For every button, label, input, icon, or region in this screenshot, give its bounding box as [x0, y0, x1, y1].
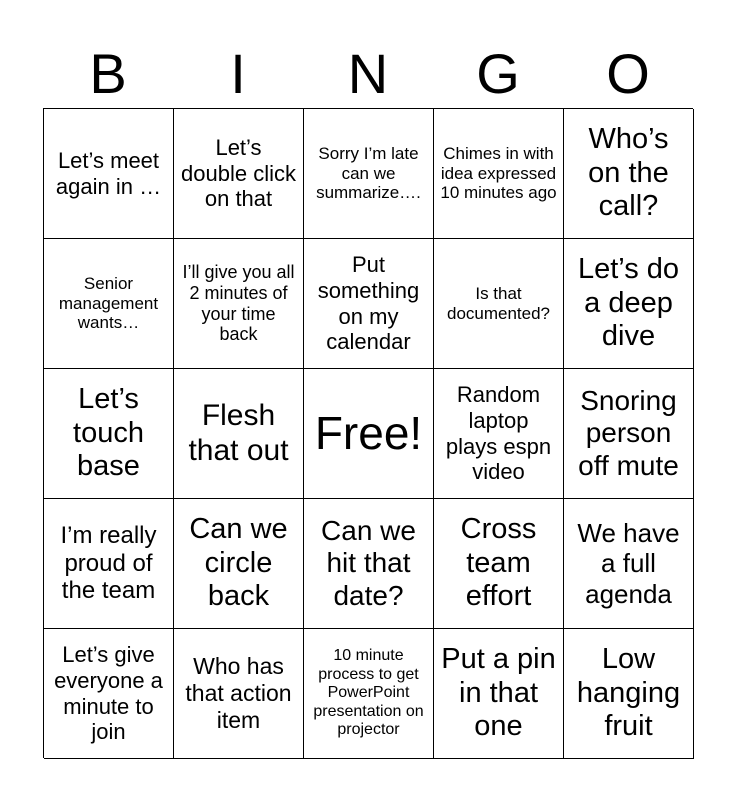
cell-text: I’m really proud of the team — [60, 521, 157, 605]
bingo-cell[interactable] — [44, 369, 174, 499]
cell-text: Let’s meet again in … — [55, 147, 162, 199]
bingo-cell[interactable] — [564, 369, 694, 499]
bingo-cell[interactable] — [304, 109, 434, 239]
bingo-cell[interactable] — [174, 629, 304, 759]
cell-text: Flesh that out — [188, 398, 289, 467]
bingo-cell[interactable] — [44, 629, 174, 759]
bingo-cell[interactable] — [434, 629, 564, 759]
header-letter-o: O — [606, 42, 650, 105]
header-letter-i: I — [230, 42, 246, 105]
bingo-cell[interactable] — [304, 499, 434, 629]
bingo-cell[interactable] — [434, 499, 564, 629]
bingo-free-space[interactable] — [304, 369, 434, 499]
cell-text: Who’s on the call? — [588, 123, 669, 223]
bingo-card-grid — [43, 108, 693, 758]
free-space-text: Free! — [314, 406, 423, 459]
bingo-cell[interactable] — [44, 109, 174, 239]
bingo-cell[interactable] — [434, 369, 564, 499]
cell-text: 10 minute process to get PowerPoint presentation on projector — [313, 647, 424, 739]
bingo-cell[interactable] — [434, 239, 564, 369]
bingo-cell[interactable] — [44, 499, 174, 629]
cell-text: Let’s give everyone a minute to join — [54, 642, 163, 745]
cell-text: Let’s touch base — [73, 383, 144, 483]
bingo-cell[interactable] — [564, 109, 694, 239]
cell-text: Put a pin in that one — [441, 643, 556, 743]
bingo-cell[interactable] — [174, 369, 304, 499]
cell-text: Who has that action item — [185, 653, 292, 733]
cell-text: Let’s double click on that — [181, 135, 296, 212]
cell-text: Snoring person off mute — [578, 384, 679, 481]
bingo-header — [43, 40, 693, 108]
cell-text: Is that documented? — [446, 283, 551, 323]
cell-text: Can we hit that date? — [321, 514, 416, 611]
header-letter-g: G — [476, 42, 520, 105]
bingo-cell[interactable] — [564, 239, 694, 369]
cell-text: Sorry I’m late can we summarize…. — [316, 143, 421, 203]
bingo-cell[interactable] — [304, 239, 434, 369]
cell-text: We have a full agenda — [577, 518, 680, 609]
bingo-cell[interactable] — [304, 629, 434, 759]
cell-text: Put something on my calendar — [317, 252, 420, 355]
bingo-cell[interactable] — [434, 109, 564, 239]
cell-text: Senior management wants… — [58, 273, 159, 333]
bingo-cell[interactable] — [564, 499, 694, 629]
bingo-cell[interactable] — [44, 239, 174, 369]
cell-text: Cross team effort — [460, 513, 537, 613]
bingo-cell[interactable] — [174, 499, 304, 629]
cell-text: Chimes in with idea expressed 10 minutes ago — [440, 143, 557, 203]
bingo-cell[interactable] — [564, 629, 694, 759]
cell-text: Random laptop plays espn video — [445, 382, 552, 485]
cell-text: Can we circle back — [189, 513, 288, 613]
cell-text: I’ll give you all 2 minutes of your time back — [182, 261, 295, 345]
header-letter-n: N — [347, 42, 389, 105]
cell-text: Low hanging fruit — [576, 643, 681, 743]
cell-text: Let’s do a deep dive — [577, 253, 680, 353]
bingo-cell[interactable] — [174, 239, 304, 369]
header-letter-b: B — [89, 42, 127, 105]
bingo-cell[interactable] — [174, 109, 304, 239]
